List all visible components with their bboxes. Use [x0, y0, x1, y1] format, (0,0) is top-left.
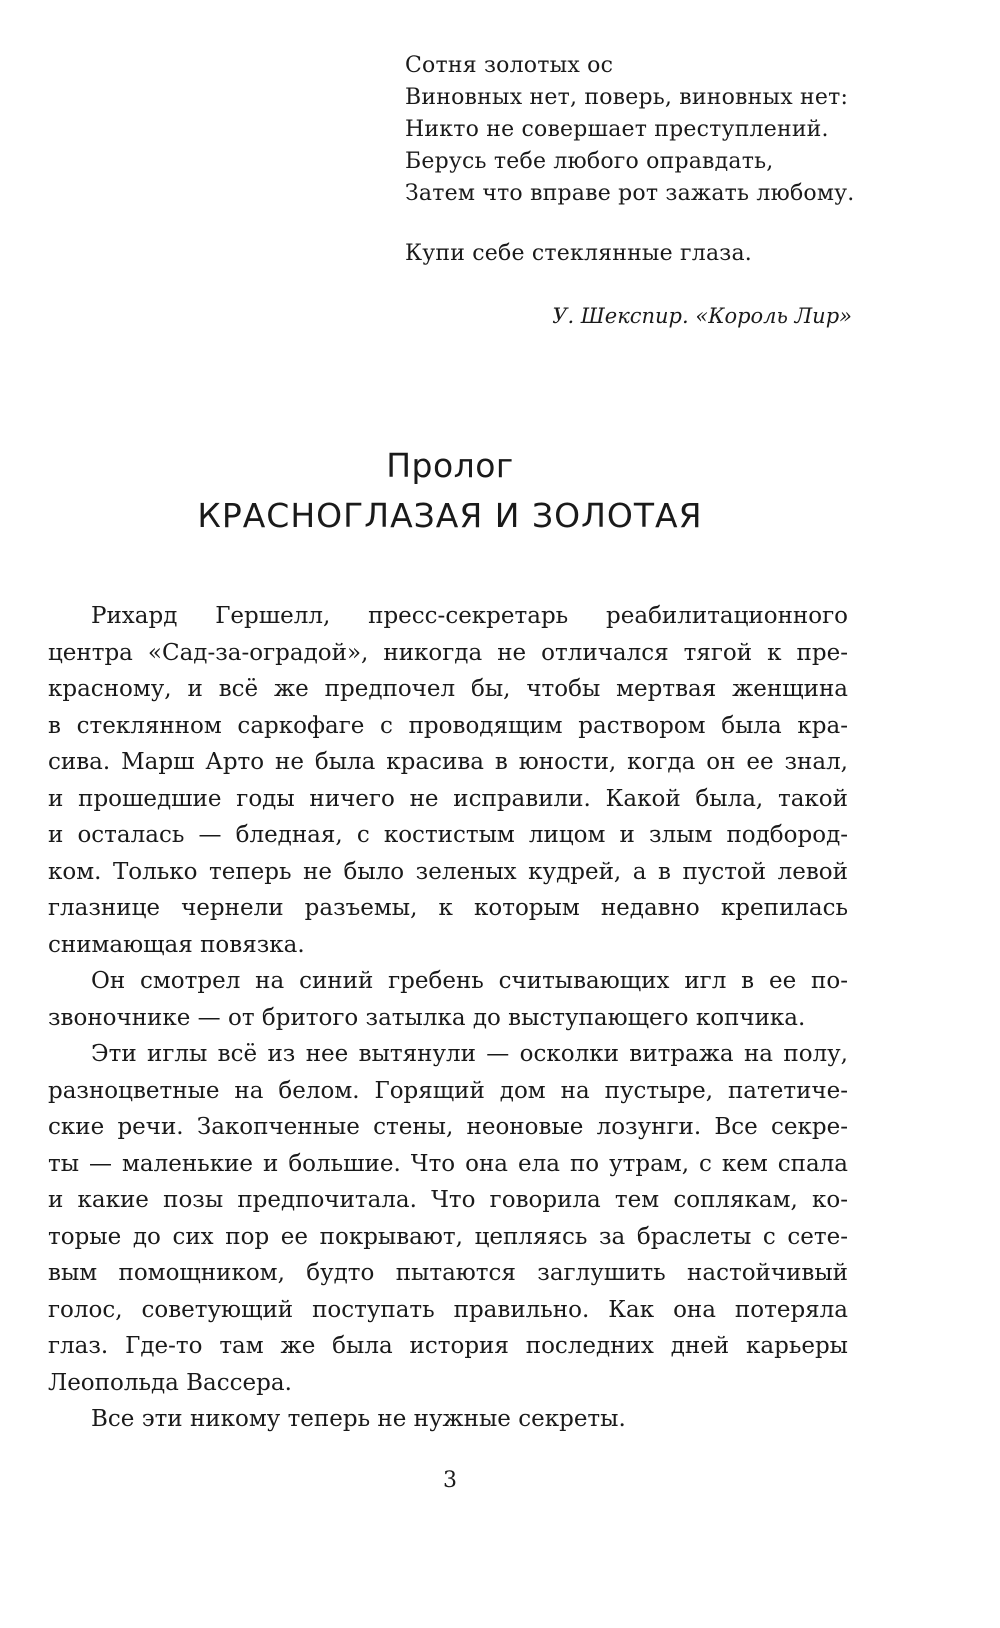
text-line: и какие позы предпочитала. Что говорила тем соплякам, ко-	[48, 1187, 848, 1213]
text-line: красному, и всё же предпочел бы, чтобы мертвая женщина	[48, 676, 848, 702]
page-number: 3	[443, 1468, 457, 1493]
text-line: Эти иглы всё из нее вытянули — осколки витража на полу,	[91, 1041, 848, 1067]
epigraph-line: Берусь тебе любого оправдать,	[405, 149, 774, 174]
text-line: звоночнике — от бритого затылка до выступающего копчика.	[48, 1004, 806, 1031]
chapter-label: Пролог	[386, 446, 514, 485]
paragraph	[48, 1401, 848, 1438]
text-line: глаз. Где-то там же была история последних дней карьеры	[48, 1333, 848, 1359]
text-line: глазнице чернели разъемы, к которым недавно крепилась	[48, 895, 848, 921]
chapter-title: КРАСНОГЛАЗАЯ И ЗОЛОТАЯ	[197, 496, 703, 535]
text-line: и осталась — бледная, с костистым лицом и злым подбород-	[48, 822, 848, 848]
stanza-gap	[405, 210, 875, 238]
text-line: ские речи. Закопченные стены, неоновые лозунги. Все секре-	[48, 1114, 848, 1140]
epigraph-line: Никто не совершает преступлений.	[405, 117, 829, 142]
paragraph	[48, 1036, 848, 1401]
epigraph-line: Виновных нет, поверь, виновных нет:	[405, 85, 849, 110]
text-line: ты — маленькие и большие. Что она ела по утрам, с кем спала	[48, 1150, 848, 1177]
epigraph-line: Затем что вправе рот зажать любому.	[405, 181, 855, 206]
text-line: ком. Только теперь не было зеленых кудрей, а в пустой левой	[48, 858, 848, 885]
text-line: торые до сих пор ее покрывают, цепляясь за браслеты с сете-	[48, 1223, 848, 1250]
epigraph-line: Сотня золотых ос	[405, 53, 614, 78]
text-line: разноцветные на белом. Горящий дом на пустыре, патетиче-	[48, 1077, 848, 1104]
body-text	[48, 598, 848, 1438]
epigraph-attribution: У. Шекспир. «Король Лир»	[552, 304, 852, 328]
text-line: Все эти никому теперь не нужные секреты.	[91, 1406, 626, 1432]
paragraph	[48, 598, 848, 963]
epigraph-closing-line: Купи себе стеклянные глаза.	[405, 241, 752, 266]
text-line: вым помощником, будто пытаются заглушить настойчивый	[48, 1260, 848, 1286]
text-line: в стеклянном саркофаге с проводящим раствором была кра-	[48, 712, 848, 739]
paragraph	[48, 963, 848, 1036]
text-line: Рихард Гершелл, пресс-секретарь реабилитационного	[91, 603, 848, 629]
text-line: и прошедшие годы ничего не исправили. Какой была, такой	[48, 785, 848, 812]
text-line: Леопольда Вассера.	[48, 1369, 292, 1396]
text-line: сива. Марш Арто не была красива в юности, когда он ее знал,	[48, 749, 848, 775]
epigraph	[405, 50, 875, 270]
text-line: центра «Сад-за-оградой», никогда не отличался тягой к пре-	[48, 639, 848, 666]
text-line: Он смотрел на синий гребень считывающих игл в ее по-	[91, 968, 848, 994]
text-line: голос, советующий поступать правильно. Как она потеряла	[48, 1296, 848, 1323]
text-line: снимающая повязка.	[48, 931, 305, 958]
